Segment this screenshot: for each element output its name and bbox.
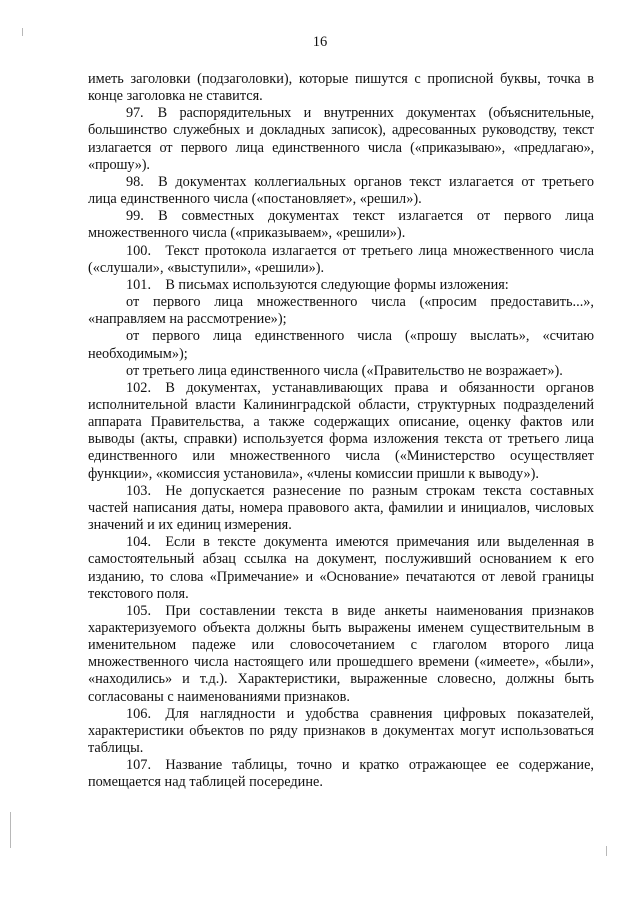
scan-artifact-left-top [22,28,23,36]
paragraph-104: 104. Если в тексте документа имеются примечания или выделенная в самостоятельный абзац ссылка на документ, послуживший основанием к его изданию, то слова «Примечание» и «Основание» печатаются от левой границы текстового поля. [88,534,594,602]
paragraph-102: 102. В документах, устанавливающих права и обязанности органов исполнительной власти Калининградской области, структурных подразделений аппарата Правительства, а также содержащих описание, оценку фактов или выводы (акты, справки) используется форма изложения текста от третьего лица единственного или множественного числа («Министерство осуществляет функции», «комиссия установила», «члены комиссии пришли к выводу»). [88,379,594,482]
paragraph-98: 98. В документах коллегиальных органов текст излагается от третьего лица единственного числа («постановляет», «решил»). [88,173,594,208]
paragraph-99: 99. В совместных документах текст излагается от первого лица множественного числа («приказываем», «решили»). [88,208,594,242]
paragraph-continuation: иметь заголовки (подзаголовки), которые пишутся с прописной буквы, точка в конце заголовка не ставится. [88,71,594,105]
scan-artifact-right [606,846,607,856]
paragraph-101-item-3: от третьего лица единственного числа («Правительство не возражает»). [126,362,563,379]
paragraph-101-item-1: от первого лица множественного числа («просим предоставить...», «направляем на рассмотрение»); [88,294,594,328]
paragraph-107: 107. Название таблицы, точно и кратко отражающее ее содержание, помещается над таблицей посередине. [88,757,594,791]
paragraph-97: 97. В распорядительных и внутренних документах (объяснительные, большинство служебных и докладных записок), адресованных руководству, текст излагается от первого лица единственного числа («приказываю», «предлагаю», «прошу»). [88,105,594,173]
paragraph-100: 100. Текст протокола излагается от третьего лица множественного числа («слушали», «выступили», «решили»). [88,242,594,276]
page-number: 16 [312,34,328,50]
scan-artifact-left-bottom [10,812,11,848]
paragraph-106: 106. Для наглядности и удобства сравнения цифровых показателей, характеристики объектов по ряду признаков в документах могут использоваться таблицы. [88,705,594,757]
paragraph-103: 103. Не допускается разнесение по разным строкам текста составных частей написания даты, номера правового акта, фамилии и инициалов, числовых значений и их единиц измерения. [88,482,594,534]
paragraph-105: 105. При составлении текста в виде анкеты наименования признаков характеризуемого объекта должны быть выражены именем существительным в именительном падеже или словосочетанием с глаголом второго лица множественного числа настоящего или прошедшего времени («имеете», «были», «находились» и т.д.). Характеристики, выраженные словесно, должны быть согласованы с наименованиями признаков. [88,602,594,705]
paragraph-101-item-2: от первого лица единственного числа («прошу выслать», «считаю необходимым»); [88,328,594,362]
paragraph-101: 101. В письмах используются следующие формы изложения: [126,276,509,293]
document-body [88,71,594,792]
